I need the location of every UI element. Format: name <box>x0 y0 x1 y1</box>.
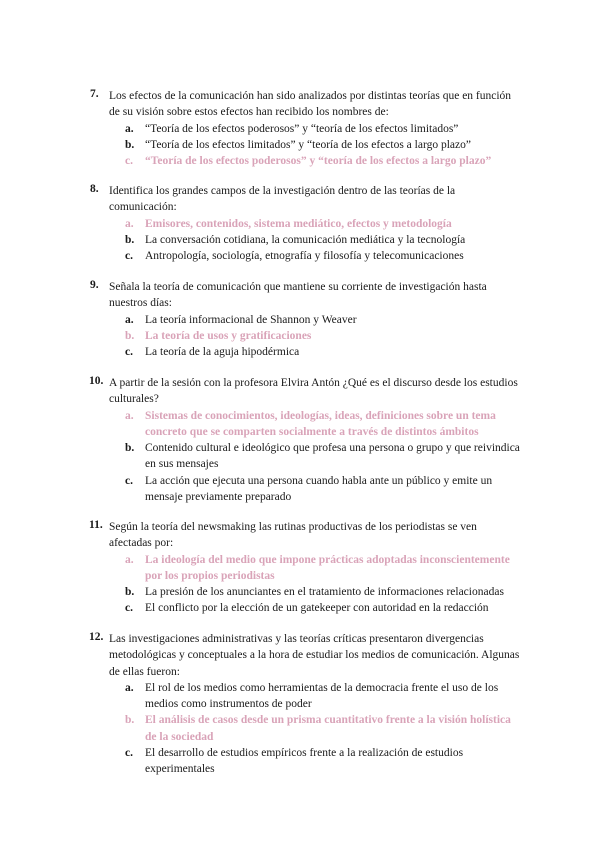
question-text: A partir de la sesión con la profesora Elvira Antón ¿Qué es el discurso desde los estudios culturales? <box>109 377 518 406</box>
question-10 <box>90 375 520 505</box>
option-c: c. El conflicto por la elección de un gatekeeper con autoridad en la redacción <box>125 602 489 615</box>
option-a: a. El rol de los medios como herramientas de la democracia frente el uso de los medios como instrumentos de poder <box>125 681 499 711</box>
question-text: Señala la teoría de comunicación que mantiene su corriente de investigación hasta nuestros días: <box>109 281 487 310</box>
option-a: a. “Teoría de los efectos poderosos” y “teoría de los efectos limitados” <box>125 122 459 135</box>
option-a-correct: a. La ideología del medio que impone prácticas adoptadas inconscientemente por los propios periodistas <box>125 553 510 582</box>
question-number: 12. <box>89 631 104 643</box>
option-c: c. El desarrollo de estudios empíricos frente a la realización de estudios experimentales <box>125 747 464 776</box>
option-b: b. La conversación cotidiana, la comunicación mediática y la tecnología <box>125 233 466 246</box>
option-b-correct: b. La teoría de usos y gratificaciones <box>125 329 312 342</box>
option-a-correct: a. Emisores, contenidos, sistema mediático, efectos y metodología <box>125 217 452 230</box>
options-list <box>125 121 520 170</box>
question-11 <box>90 519 520 617</box>
option-a-correct: a. Sistemas de conocimientos, ideologías, ideas, definiciones sobre un tema concreto que se comparten socialmente a través de distintos ámbitos <box>125 409 496 438</box>
option-b: b. Contenido cultural e ideológico que profesa una persona o grupo y que reivindica en sus mensajes <box>125 442 520 471</box>
option-b-correct: b. El análisis de casos desde un prisma cuantitativo frente a la visión holística de la sociedad <box>125 714 511 743</box>
option-c: c. La teoría de la aguja hipodérmica <box>125 346 300 359</box>
options-list <box>125 680 520 778</box>
question-text: Identifica los grandes campos de la investigación dentro de las teorías de la comunicación: <box>109 185 456 214</box>
option-b: b. “Teoría de los efectos limitados” y “teoría de los efectos a largo plazo” <box>125 138 471 151</box>
question-text: Los efectos de la comunicación han sido analizados por distintas teorías que en función de su visión sobre estos efectos han recibido los nombres de: <box>109 90 512 119</box>
option-a: a. La teoría informacional de Shannon y Weaver <box>125 313 357 326</box>
question-number: 9. <box>90 279 99 291</box>
option-b: b. La presión de los anunciantes en el tratamiento de informaciones relacionadas <box>125 586 504 599</box>
question-number: 7. <box>90 88 99 100</box>
option-c-correct: c. “Teoría de los efectos poderosos” y “teoría de los efectos a largo plazo” <box>125 155 492 168</box>
question-number: 10. <box>89 375 104 387</box>
question-text: Según la teoría del newsmaking las rutinas productivas de los periodistas se ven afectadas por: <box>109 521 477 550</box>
question-7 <box>90 88 520 169</box>
question-8 <box>90 183 520 264</box>
question-12 <box>90 631 520 778</box>
options-list <box>125 408 520 506</box>
option-c: c. La acción que ejecuta una persona cuando habla ante un público y emite un mensaje previamente preparado <box>125 474 493 504</box>
option-c: c. Antropología, sociología, etnografía y filosofía y telecomunicaciones <box>125 250 464 263</box>
options-list <box>125 312 520 361</box>
options-list <box>125 552 520 617</box>
question-number: 11. <box>89 519 103 531</box>
question-9 <box>90 279 520 360</box>
question-number: 8. <box>90 183 99 195</box>
question-text: Las investigaciones administrativas y las teorías críticas presentaron divergencias metodológicas y conceptuales a la hora de estudiar los medios de comunicación. Algunas de ellas fueron: <box>109 633 520 678</box>
options-list <box>125 216 520 265</box>
